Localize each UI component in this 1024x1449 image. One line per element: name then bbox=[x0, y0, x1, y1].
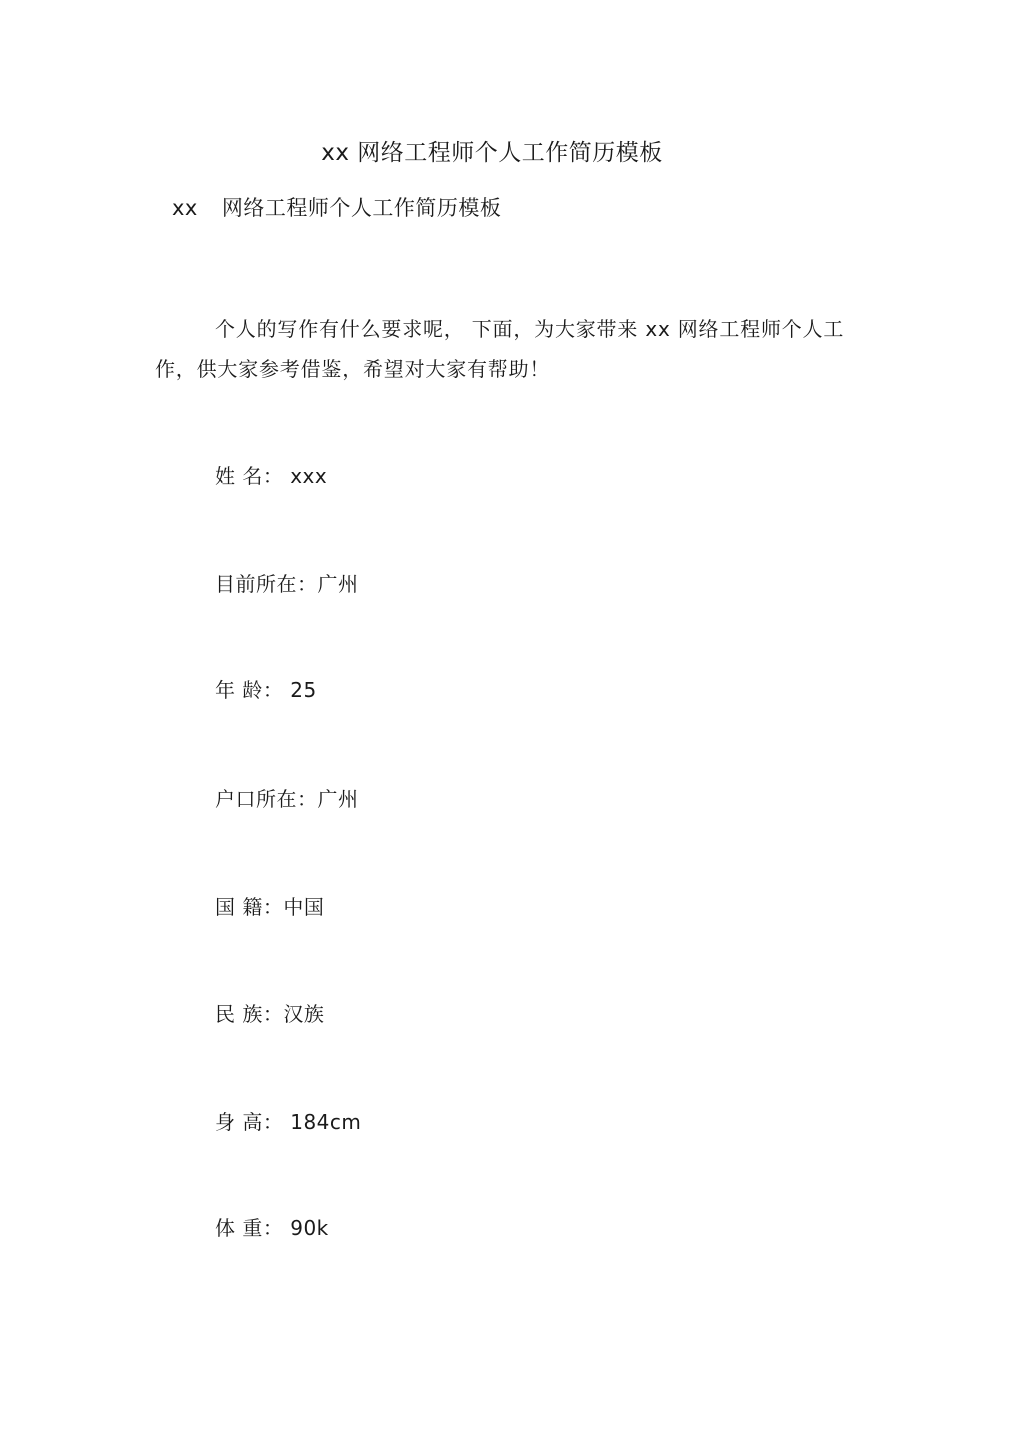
field-age: 年 龄： 25 bbox=[215, 678, 317, 702]
field-current-location: 目前所在：广州 bbox=[215, 572, 359, 596]
document-subtitle bbox=[172, 192, 501, 224]
intro-paragraph: 个人的写作有什么要求呢， 下面，为大家带来 xx 网络工程师个人工作，供大家参考借鉴，希望对大家有帮助！ bbox=[155, 317, 845, 381]
field-nationality: 国 籍：中国 bbox=[215, 895, 325, 919]
field-height: 身 高： 184cm bbox=[215, 1110, 362, 1134]
field-hukou: 户口所在：广州 bbox=[215, 787, 359, 811]
field-name: 姓 名： xxx bbox=[215, 464, 328, 488]
subtitle-prefix: xx bbox=[172, 196, 198, 220]
field-weight: 体 重： 90k bbox=[215, 1216, 329, 1240]
subtitle-text: 网络工程师个人工作简历模板 bbox=[221, 196, 502, 220]
document-title: xx 网络工程师个人工作简历模板 bbox=[321, 140, 663, 166]
field-ethnicity: 民 族：汉族 bbox=[215, 1002, 325, 1026]
